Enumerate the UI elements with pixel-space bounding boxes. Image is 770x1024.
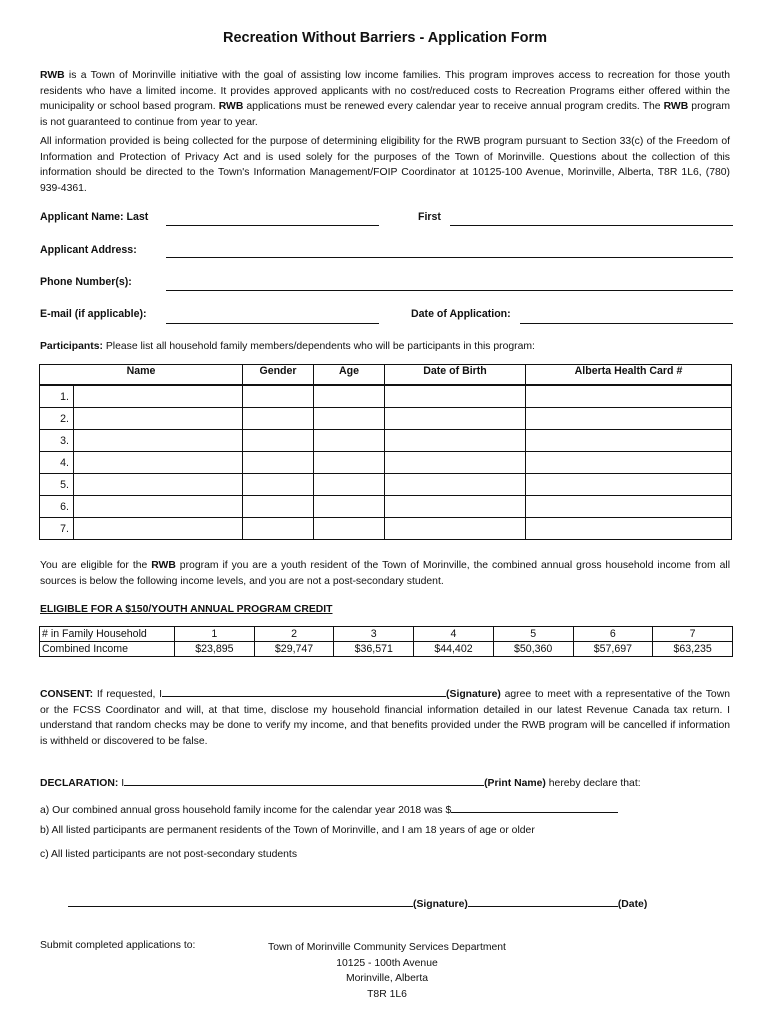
dob-header: Date of Birth [385, 365, 526, 386]
participants-header-row [40, 365, 732, 386]
table-row: 2. [40, 408, 732, 430]
declaration-line: DECLARATION: I (Print Name) hereby declare that: [40, 774, 730, 789]
table-row: 5. [40, 474, 732, 496]
consent-signature-field[interactable] [162, 685, 446, 697]
address-label: Applicant Address: [40, 244, 137, 256]
declaration-a: a) Our combined annual gross household family income for the calendar year 2018 was $ [40, 801, 618, 816]
page-title: Recreation Without Barriers - Application Form [222, 30, 547, 46]
gender-header: Gender [243, 365, 314, 386]
address-field[interactable] [166, 257, 733, 258]
age-header: Age [314, 365, 385, 386]
declaration-date-field[interactable] [468, 895, 618, 907]
household-size-label: # in Family Household [40, 627, 175, 642]
household-size-row: # in Family Household 1 2 3 4 5 6 7 [40, 627, 733, 642]
table-row: 3. [40, 430, 732, 452]
income-heading: ELIGIBLE FOR A $150/YOUTH ANNUAL PROGRAM CREDIT [40, 604, 333, 615]
first-name-field[interactable] [450, 225, 733, 226]
consent-paragraph: CONSENT: If requested, I (Signature) agree to meet with a representative of the Town or the FCSS Coordinator and will, at that time, disclose my household financial information detailed in our latest Revenue Canada tax return. I understand that random checks may be done to verify my income, and that benefits provided under the RWB program will be cancelled if information is withheld or discovered to be false. [40, 685, 730, 749]
submit-label: Submit completed applications to: [40, 940, 196, 951]
participants-instructions: Participants: Please list all household family members/dependents who will be participants in this program: [40, 341, 535, 352]
date-label: Date of Application: [411, 308, 511, 320]
email-label: E-mail (if applicable): [40, 308, 147, 320]
date-field[interactable] [520, 323, 733, 324]
health-card-header: Alberta Health Card # [526, 365, 732, 386]
name-header: Name [40, 365, 243, 386]
table-row: 6. [40, 496, 732, 518]
signature-date-line: (Signature) (Date) [68, 895, 647, 910]
phone-label: Phone Number(s): [40, 276, 132, 288]
submit-address: Town of Morinville Community Services Department 10125 - 100th Avenue Morinville, Alberta T8R 1L6 [268, 942, 506, 1000]
eligibility-paragraph: You are eligible for the RWB program if you are a youth resident of the Town of Morinville, the combined annual gross household income from all sources is below the following income levels, and you are not a post-secondary student. [40, 560, 731, 587]
table-row: 7. [40, 518, 732, 540]
declaration-c: c) All listed participants are not post-secondary students [40, 849, 298, 860]
phone-field[interactable] [166, 290, 733, 291]
first-name-label: First [418, 211, 441, 223]
combined-income-label: Combined Income [40, 642, 175, 657]
combined-income-row: Combined Income $23,895 $29,747 $36,571 $44,402 $50,360 $57,697 $63,235 [40, 642, 733, 657]
email-field[interactable] [166, 323, 379, 324]
intro-paragraph: RWB is a Town of Morinville initiative with the goal of assisting low income families. This program improves access to recreation for those youth residents who have a limited income. It provides approved applicants with no cost/reduced costs to Recreation Programs either offered within the municipality or school based program. RWB applications must be renewed every calendar year to receive annual program credits. The RWB program is not guaranteed to continue from year to year. [40, 70, 730, 128]
income-amount-field[interactable] [451, 801, 618, 813]
income-table [39, 626, 733, 657]
declaration-name-field[interactable] [124, 774, 484, 786]
last-name-field[interactable] [166, 225, 379, 226]
table-row: 4. [40, 452, 732, 474]
table-row: 1. [40, 385, 732, 408]
declaration-signature-field[interactable] [68, 895, 413, 907]
privacy-paragraph: All information provided is being collected for the purpose of determining eligibility for the RWB program pursuant to Section 33(c) of the Freedom of Information and Protection of Privacy Act and is used solely for the purposes of the Town of Morinville. Questions about the collection of this information should be directed to the Town's Information Management/FOIP Coordinator at 10125-100 Avenue, Morinville, Alberta, T8R 1L6, (780) 939-4361. [40, 136, 730, 194]
declaration-b: b) All listed participants are permanent residents of the Town of Morinville, and I am 18 years of age or older [40, 825, 535, 836]
last-name-label: Applicant Name: Last [40, 211, 149, 223]
participants-table [39, 364, 732, 540]
